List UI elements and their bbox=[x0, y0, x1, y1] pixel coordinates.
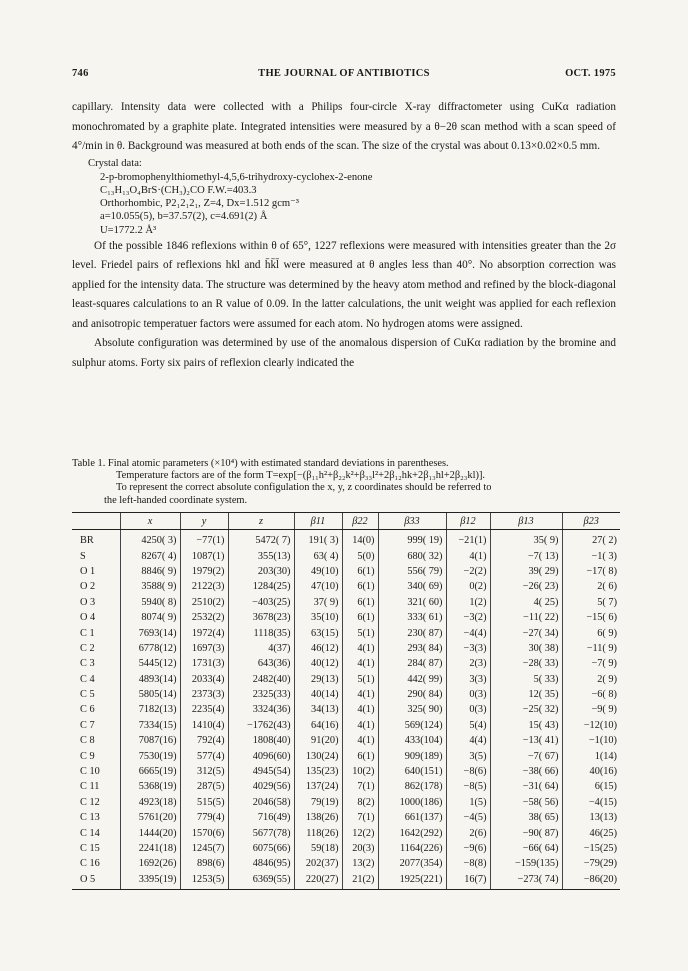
table-cell: 1444(20) bbox=[120, 825, 180, 840]
table-cell: −66( 64) bbox=[490, 841, 562, 856]
table-cell: 30( 38) bbox=[490, 641, 562, 656]
atom-label-cell: O 2 bbox=[80, 581, 96, 593]
table-cell: 1570(6) bbox=[180, 825, 228, 840]
table-cell: −7( 9) bbox=[562, 656, 620, 671]
table-cell: 6778(12) bbox=[120, 641, 180, 656]
column-header: β22 bbox=[342, 513, 378, 530]
table-cell: 3(5) bbox=[446, 748, 490, 763]
table-cell: 1972(4) bbox=[180, 625, 228, 640]
table-cell: 40(16) bbox=[562, 764, 620, 779]
atom-label-cell: C 1 bbox=[80, 627, 95, 639]
caption-line: To represent the correct absolute configulation the x, y, z coordinates should be referred to bbox=[116, 482, 492, 494]
table-cell: 0(3) bbox=[446, 687, 490, 702]
table-cell: 577(4) bbox=[180, 748, 228, 763]
table-header-row bbox=[72, 513, 620, 530]
table-cell: 6(1) bbox=[342, 610, 378, 625]
table-row bbox=[72, 795, 620, 810]
table-cell: 3678(23) bbox=[228, 610, 294, 625]
table-cell: 15( 43) bbox=[490, 718, 562, 733]
atom-label-cell: S bbox=[80, 550, 86, 562]
table-cell: 1118(35) bbox=[228, 625, 294, 640]
table-cell: −13( 41) bbox=[490, 733, 562, 748]
table-cell: 5445(12) bbox=[120, 656, 180, 671]
table-cell: 6(15) bbox=[562, 779, 620, 794]
table-cell: −6( 8) bbox=[562, 687, 620, 702]
table-cell: 340( 69) bbox=[378, 579, 446, 594]
table-cell: 1284(25) bbox=[228, 579, 294, 594]
table-cell: 4(1) bbox=[342, 656, 378, 671]
table-cell: 8846( 9) bbox=[120, 564, 180, 579]
atom-label-cell: C 8 bbox=[80, 735, 95, 747]
atom-label-cell: O 5 bbox=[72, 872, 120, 890]
table-row bbox=[72, 625, 620, 640]
table-cell: 5( 33) bbox=[490, 672, 562, 687]
table-cell: 21(2) bbox=[342, 872, 378, 890]
table-cell: 8(2) bbox=[342, 795, 378, 810]
cell-dimensions: a=10.055(5), b=37.57(2), c=4.691(2) Å bbox=[100, 211, 268, 223]
table-row bbox=[72, 672, 620, 687]
table-cell: 1410(4) bbox=[180, 718, 228, 733]
table-cell: 2( 9) bbox=[562, 672, 620, 687]
caption-line: Table 1. Final atomic parameters (×10⁴) with estimated standard deviations in parentheses. bbox=[72, 458, 449, 469]
table-cell: 4(1) bbox=[342, 641, 378, 656]
table-cell: 862(178) bbox=[378, 779, 446, 794]
issue-date: OCT. 1975 bbox=[565, 68, 616, 79]
table-cell: 4893(14) bbox=[120, 672, 180, 687]
table-cell: 2235(4) bbox=[180, 702, 228, 717]
table-cell: 27( 2) bbox=[562, 530, 620, 549]
table-cell: 4(4) bbox=[446, 733, 490, 748]
table-cell: 8267( 4) bbox=[120, 548, 180, 563]
table-cell: 5472( 7) bbox=[228, 530, 294, 549]
table-cell: 5940( 8) bbox=[120, 595, 180, 610]
table-cell: 49(10) bbox=[294, 564, 342, 579]
table-cell: 20(3) bbox=[342, 841, 378, 856]
table-cell: 5(0) bbox=[342, 548, 378, 563]
table-cell: −90( 87) bbox=[490, 825, 562, 840]
table-cell: −1762(43) bbox=[228, 718, 294, 733]
table-cell: 203(30) bbox=[228, 564, 294, 579]
table-cell: 4(37) bbox=[228, 641, 294, 656]
table-cell: 13(2) bbox=[342, 856, 378, 871]
atom-label-cell: C 5 bbox=[80, 689, 95, 701]
table-cell: 2325(33) bbox=[228, 687, 294, 702]
table-cell: 63(15) bbox=[294, 625, 342, 640]
table-cell: −2(2) bbox=[446, 564, 490, 579]
table-cell: 8074( 9) bbox=[120, 610, 180, 625]
table-cell: −3(2) bbox=[446, 610, 490, 625]
table-cell: 35(10) bbox=[294, 610, 342, 625]
table-cell: 40(14) bbox=[294, 687, 342, 702]
table-cell: 643(36) bbox=[228, 656, 294, 671]
table-cell: 230( 87) bbox=[378, 625, 446, 640]
table-cell: 0(2) bbox=[446, 579, 490, 594]
table-cell: 284( 87) bbox=[378, 656, 446, 671]
table-row bbox=[72, 595, 620, 610]
table-cell: 2532(2) bbox=[180, 610, 228, 625]
table-cell: 64(16) bbox=[294, 718, 342, 733]
table-cell: −4(4) bbox=[446, 625, 490, 640]
paragraph-methods: capillary. Intensity data were collected with a Philips four-circle X-ray diffractometer using CuKα radiation monochromated by a graphite plate. Integrated intensities were measured by a θ−2θ scan method with a scan speed of 4°/min in θ. Background was measured at both ends of the scan. The size of the crystal was about 0.13×0.02×0.5 mm. bbox=[72, 101, 616, 152]
table-cell: 6075(66) bbox=[228, 841, 294, 856]
table-cell: 4(1) bbox=[342, 687, 378, 702]
table-cell: 6665(19) bbox=[120, 764, 180, 779]
column-header: x bbox=[120, 513, 180, 530]
atom-label-cell: C 3 bbox=[80, 658, 95, 670]
table-cell: −12(10) bbox=[562, 718, 620, 733]
table-cell: 716(49) bbox=[228, 810, 294, 825]
table-cell: 2482(40) bbox=[228, 672, 294, 687]
table-row bbox=[72, 702, 620, 717]
table-cell: 2( 6) bbox=[562, 579, 620, 594]
table-cell: −159(135) bbox=[490, 856, 562, 871]
cell-volume: U=1772.2 Å³ bbox=[100, 224, 157, 236]
table-cell: 2(3) bbox=[446, 656, 490, 671]
column-header: β23 bbox=[562, 513, 620, 530]
table-cell: 433(104) bbox=[378, 733, 446, 748]
table-cell: 7087(16) bbox=[120, 733, 180, 748]
table-cell: −17( 8) bbox=[562, 564, 620, 579]
table-cell: 1253(5) bbox=[180, 872, 228, 890]
caption-line: Temperature factors are of the form T=exp[−(β₁₁h²+β₂₂k²+β₃₃l²+2β₁₂hk+2β₁₃hl+2β₂₃kl)]. bbox=[116, 470, 486, 482]
column-header: y bbox=[180, 513, 228, 530]
page-number: 746 bbox=[72, 68, 89, 79]
table-cell: 4096(60) bbox=[228, 748, 294, 763]
table-cell: 2033(4) bbox=[180, 672, 228, 687]
table-cell: −8(6) bbox=[446, 764, 490, 779]
table-cell: 1(5) bbox=[446, 795, 490, 810]
table-cell: −8(5) bbox=[446, 779, 490, 794]
table-cell: 5( 7) bbox=[562, 595, 620, 610]
table-cell: 515(5) bbox=[180, 795, 228, 810]
table-cell: 6(1) bbox=[342, 564, 378, 579]
table-row bbox=[72, 856, 620, 871]
table-cell: 4846(95) bbox=[228, 856, 294, 871]
table-row bbox=[72, 687, 620, 702]
table-cell: 137(24) bbox=[294, 779, 342, 794]
atom-label-cell: C 13 bbox=[80, 812, 100, 824]
atom-label-cell: C 7 bbox=[80, 719, 95, 731]
table-cell: 40(12) bbox=[294, 656, 342, 671]
table-cell: 325( 90) bbox=[378, 702, 446, 717]
table-cell: 35( 9) bbox=[490, 530, 562, 549]
atom-label-cell: C 10 bbox=[80, 766, 100, 778]
table-cell: 191( 3) bbox=[294, 530, 342, 549]
running-head bbox=[72, 68, 616, 84]
table-cell: 4923(18) bbox=[120, 795, 180, 810]
table-cell: 135(23) bbox=[294, 764, 342, 779]
table-cell: 6( 9) bbox=[562, 625, 620, 640]
table-row bbox=[72, 748, 620, 763]
table-cell: −273( 74) bbox=[490, 872, 562, 890]
table-cell: 1808(40) bbox=[228, 733, 294, 748]
table-cell: 1245(7) bbox=[180, 841, 228, 856]
table-cell: 118(26) bbox=[294, 825, 342, 840]
table-cell: 3395(19) bbox=[120, 872, 180, 890]
paragraph-absolute-config: Absolute configuration was determined by use of the anomalous dispersion of CuKα radiation by the bromine and sulphur atoms. Forty six pairs of reflexion clearly indicated the bbox=[72, 337, 616, 369]
table-caption bbox=[72, 458, 620, 507]
table-cell: 2077(354) bbox=[378, 856, 446, 871]
table-cell: 4945(54) bbox=[228, 764, 294, 779]
table-cell: 4029(56) bbox=[228, 779, 294, 794]
table-cell: −58( 56) bbox=[490, 795, 562, 810]
table-row bbox=[72, 548, 620, 563]
table-cell: −403(25) bbox=[228, 595, 294, 610]
table-cell: −38( 66) bbox=[490, 764, 562, 779]
table-cell: 6(1) bbox=[342, 595, 378, 610]
crystal-data-label: Crystal data: bbox=[88, 157, 142, 169]
atom-label-cell: C 4 bbox=[80, 673, 95, 685]
table-cell: 7(1) bbox=[342, 810, 378, 825]
table-cell: 4( 25) bbox=[490, 595, 562, 610]
table-cell: −9(6) bbox=[446, 841, 490, 856]
table-row bbox=[72, 733, 620, 748]
table-cell: 7(1) bbox=[342, 779, 378, 794]
column-header: β13 bbox=[490, 513, 562, 530]
table-cell: −4(5) bbox=[446, 810, 490, 825]
table-cell: 4(1) bbox=[342, 718, 378, 733]
table-cell: 6369(55) bbox=[228, 872, 294, 890]
table-cell: 4(1) bbox=[342, 733, 378, 748]
table-row bbox=[72, 564, 620, 579]
table-cell: 2122(3) bbox=[180, 579, 228, 594]
table-cell: 46(25) bbox=[562, 825, 620, 840]
table-cell: 287(5) bbox=[180, 779, 228, 794]
table-cell: 321( 60) bbox=[378, 595, 446, 610]
table-cell: 1697(3) bbox=[180, 641, 228, 656]
table-cell: −11( 22) bbox=[490, 610, 562, 625]
column-header: z bbox=[228, 513, 294, 530]
table-cell: 34(13) bbox=[294, 702, 342, 717]
table-cell: −9( 9) bbox=[562, 702, 620, 717]
crystal-system: Orthorhombic, P2₁2₁2₁, Z=4, Dx=1.512 gcm⁻³ bbox=[100, 198, 299, 210]
table-row bbox=[72, 530, 620, 549]
table-cell: 2510(2) bbox=[180, 595, 228, 610]
table-cell: 1087(1) bbox=[180, 548, 228, 563]
table-cell: 202(37) bbox=[294, 856, 342, 871]
table-cell: 37( 9) bbox=[294, 595, 342, 610]
table-cell: 5(1) bbox=[342, 672, 378, 687]
table-cell: −7( 67) bbox=[490, 748, 562, 763]
table-cell: 5805(14) bbox=[120, 687, 180, 702]
table-cell: 5(4) bbox=[446, 718, 490, 733]
table-cell: 7182(13) bbox=[120, 702, 180, 717]
column-header bbox=[72, 513, 120, 530]
table-cell: −15(25) bbox=[562, 841, 620, 856]
table-cell: 59(18) bbox=[294, 841, 342, 856]
table-cell: 29(13) bbox=[294, 672, 342, 687]
table-cell: −8(8) bbox=[446, 856, 490, 871]
table-cell: 12(2) bbox=[342, 825, 378, 840]
table-cell: 6(1) bbox=[342, 748, 378, 763]
table-cell: 0(3) bbox=[446, 702, 490, 717]
table-cell: −86(20) bbox=[562, 872, 620, 890]
table-cell: 79(19) bbox=[294, 795, 342, 810]
atom-label-cell: C 9 bbox=[80, 750, 95, 762]
table-row bbox=[72, 610, 620, 625]
table-cell: 1000(186) bbox=[378, 795, 446, 810]
table-row bbox=[72, 872, 620, 890]
atom-label-cell: O 1 bbox=[80, 565, 96, 577]
table-cell: 138(26) bbox=[294, 810, 342, 825]
table-cell: 46(12) bbox=[294, 641, 342, 656]
table-cell: 2046(58) bbox=[228, 795, 294, 810]
table-cell: 2241(18) bbox=[120, 841, 180, 856]
table-row bbox=[72, 779, 620, 794]
table-cell: 39( 29) bbox=[490, 564, 562, 579]
table-cell: 792(4) bbox=[180, 733, 228, 748]
atomic-parameters-table bbox=[72, 512, 620, 890]
table-cell: 333( 61) bbox=[378, 610, 446, 625]
atom-label-cell: BR bbox=[80, 535, 94, 547]
table-cell: −3(3) bbox=[446, 641, 490, 656]
table-cell: 4(1) bbox=[342, 702, 378, 717]
table-cell: 1(2) bbox=[446, 595, 490, 610]
table-cell: −1(10) bbox=[562, 733, 620, 748]
table-row bbox=[72, 825, 620, 840]
table-row bbox=[72, 718, 620, 733]
table-cell: 1692(26) bbox=[120, 856, 180, 871]
table-cell: −7( 13) bbox=[490, 548, 562, 563]
table-cell: 3(3) bbox=[446, 672, 490, 687]
table-cell: −4(15) bbox=[562, 795, 620, 810]
table-cell: 909(189) bbox=[378, 748, 446, 763]
table-cell: 293( 84) bbox=[378, 641, 446, 656]
table-cell: 220(27) bbox=[294, 872, 342, 890]
table-cell: 130(24) bbox=[294, 748, 342, 763]
table-cell: −79(29) bbox=[562, 856, 620, 871]
caption-line: the left-handed coordinate system. bbox=[104, 494, 248, 506]
table-cell: 779(4) bbox=[180, 810, 228, 825]
atom-label-cell: C 12 bbox=[80, 796, 100, 808]
table-cell: 5368(19) bbox=[120, 779, 180, 794]
table-cell: 1(14) bbox=[562, 748, 620, 763]
table-cell: 5(1) bbox=[342, 625, 378, 640]
table-cell: 7334(15) bbox=[120, 718, 180, 733]
journal-title: THE JOURNAL OF ANTIBIOTICS bbox=[258, 68, 430, 79]
table-cell: −21(1) bbox=[446, 530, 490, 549]
table-row bbox=[72, 641, 620, 656]
table-cell: 1642(292) bbox=[378, 825, 446, 840]
table-cell: 355(13) bbox=[228, 548, 294, 563]
table-cell: 13(13) bbox=[562, 810, 620, 825]
table-cell: −15( 6) bbox=[562, 610, 620, 625]
table-cell: 556( 79) bbox=[378, 564, 446, 579]
table-cell: 5761(20) bbox=[120, 810, 180, 825]
table-cell: 661(137) bbox=[378, 810, 446, 825]
table-cell: 999( 19) bbox=[378, 530, 446, 549]
table-row bbox=[72, 579, 620, 594]
column-header: β33 bbox=[378, 513, 446, 530]
atom-label-cell: C 16 bbox=[80, 858, 100, 870]
crystal-compound-name: 2-p-bromophenylthiomethyl-4,5,6-trihydroxy-cyclohex-2-enone bbox=[100, 171, 373, 183]
table-cell: 1979(2) bbox=[180, 564, 228, 579]
atom-label-cell: C 2 bbox=[80, 642, 95, 654]
table-cell: 4(1) bbox=[446, 548, 490, 563]
table-cell: 1731(3) bbox=[180, 656, 228, 671]
table-cell: 16(7) bbox=[446, 872, 490, 890]
table-cell: 38( 65) bbox=[490, 810, 562, 825]
table-cell: 5677(78) bbox=[228, 825, 294, 840]
atom-label-cell: C 6 bbox=[80, 704, 95, 716]
table-cell: 680( 32) bbox=[378, 548, 446, 563]
table-cell: 1164(226) bbox=[378, 841, 446, 856]
paragraph-refinement: Of the possible 1846 reflexions within θ of 65°, 1227 reflexions were measured with intensities greater than the 2σ level. Friedel pairs of reflexions hkl and h̄k̄l̄ were measured at θ angles less than 40°. No absorption correction was applied for the intensity data. The structure was determined by the heavy atom method and refined by the block-diagonal least-squares calculations to an R value of 0.09. In the latter calculations, the unit weight was applied for each reflexion and anisotropic temperatuer factors were assumed for each atom. No hydrogen atoms were assigned. bbox=[72, 239, 616, 330]
table-cell: −31( 64) bbox=[490, 779, 562, 794]
atom-label-cell: C 14 bbox=[80, 827, 100, 839]
table-cell: −28( 33) bbox=[490, 656, 562, 671]
atom-label-cell: O 4 bbox=[80, 612, 96, 624]
table-cell: 442( 99) bbox=[378, 672, 446, 687]
table-cell: 2(6) bbox=[446, 825, 490, 840]
column-header: β12 bbox=[446, 513, 490, 530]
body-text bbox=[72, 98, 616, 373]
table-cell: 312(5) bbox=[180, 764, 228, 779]
atom-label-cell: C 11 bbox=[80, 781, 100, 793]
table-cell: 290( 84) bbox=[378, 687, 446, 702]
table-cell: −25( 32) bbox=[490, 702, 562, 717]
atom-label-cell: C 15 bbox=[80, 843, 100, 854]
table-cell: 47(10) bbox=[294, 579, 342, 594]
atom-label-cell: O 3 bbox=[80, 596, 96, 608]
table-cell: 91(20) bbox=[294, 733, 342, 748]
table-cell: 12( 35) bbox=[490, 687, 562, 702]
table-cell: 2373(3) bbox=[180, 687, 228, 702]
crystal-data-block bbox=[88, 157, 616, 237]
table-cell: −27( 34) bbox=[490, 625, 562, 640]
table-cell: −1( 3) bbox=[562, 548, 620, 563]
table-cell: 4250( 3) bbox=[120, 530, 180, 549]
table-cell: 1925(221) bbox=[378, 872, 446, 890]
table-cell: 3588( 9) bbox=[120, 579, 180, 594]
table-cell: 640(151) bbox=[378, 764, 446, 779]
table-row bbox=[72, 764, 620, 779]
table-cell: 569(124) bbox=[378, 718, 446, 733]
column-header: β11 bbox=[294, 513, 342, 530]
table-cell: 7693(14) bbox=[120, 625, 180, 640]
crystal-formula: C₁₃H₁₃O₄BrS·(CH₃)₂CO F.W.=403.3 bbox=[100, 184, 257, 196]
table-cell: 7530(19) bbox=[120, 748, 180, 763]
table-row bbox=[72, 841, 620, 856]
table-cell: −77(1) bbox=[180, 530, 228, 549]
table-cell: 10(2) bbox=[342, 764, 378, 779]
table-cell: 63( 4) bbox=[294, 548, 342, 563]
table-cell: 14(0) bbox=[342, 530, 378, 549]
table-cell: 3324(36) bbox=[228, 702, 294, 717]
table-cell: 898(6) bbox=[180, 856, 228, 871]
table-row bbox=[72, 810, 620, 825]
table-row bbox=[72, 656, 620, 671]
table-cell: 6(1) bbox=[342, 579, 378, 594]
table-cell: −26( 23) bbox=[490, 579, 562, 594]
table-cell: −11( 9) bbox=[562, 641, 620, 656]
